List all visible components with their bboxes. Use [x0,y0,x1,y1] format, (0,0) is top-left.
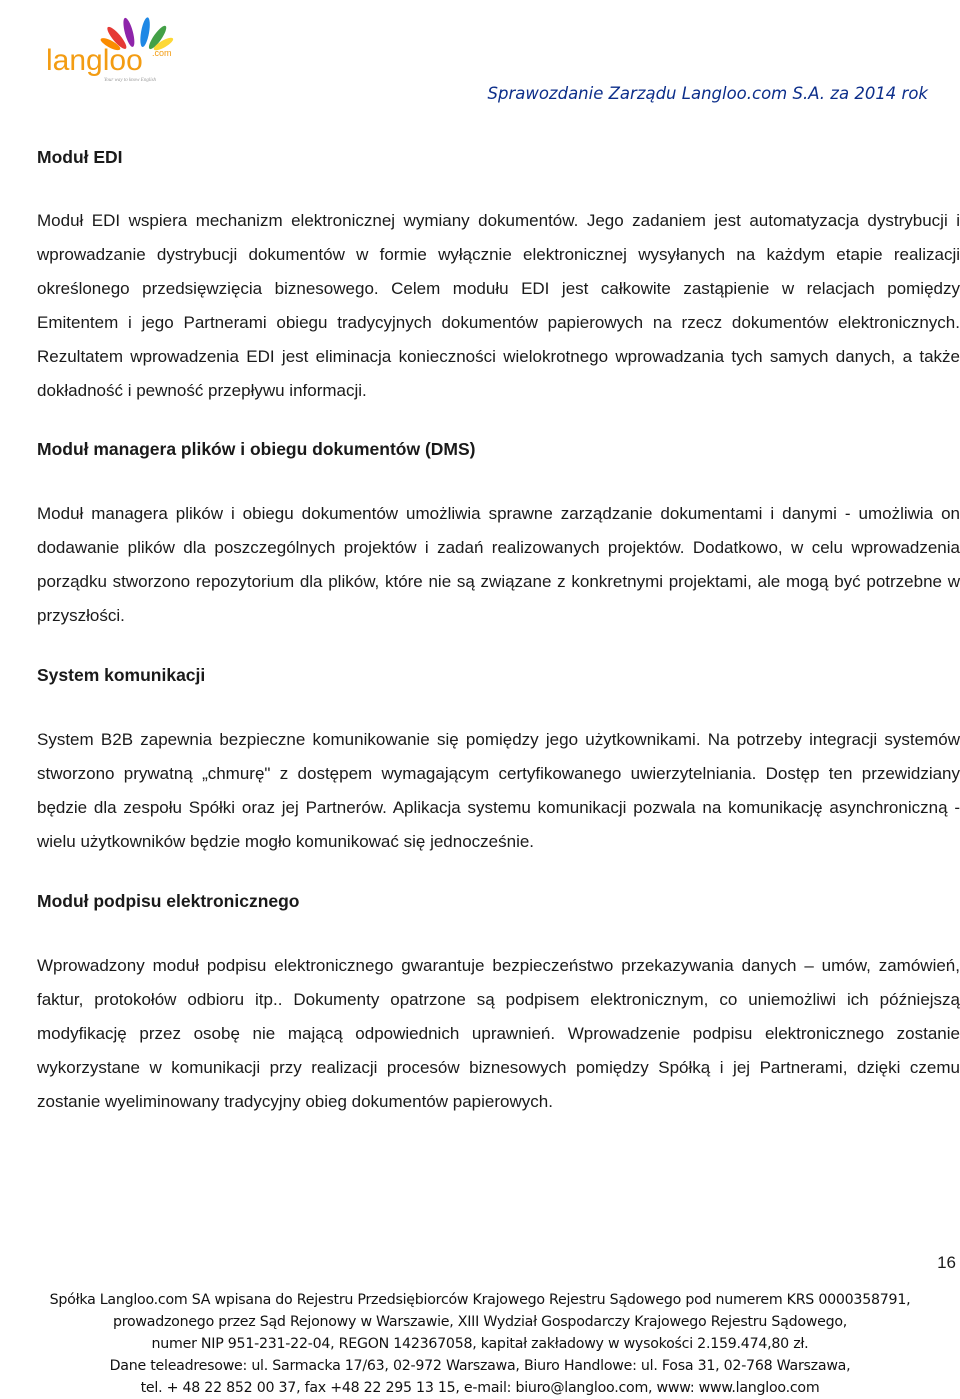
document-header-title: Sprawozdanie Zarządu Langloo.com S.A. za 2014 rok [487,84,928,103]
company-footer [0,1289,960,1399]
page-number: 16 [937,1253,956,1272]
footer-line-5: tel. + 48 22 852 00 37, fax +48 22 295 13 15, e-mail: biuro@langloo.com, www: www.langloo.com [140,1380,820,1396]
document-body [37,145,960,1119]
section-heading-signature: Moduł podpisu elektronicznego [37,891,300,911]
section-body-dms: Moduł managera plików i obiegu dokumentów umożliwia sprawne zarządzanie dokumentami i danymi - umożliwia on dodawanie plików dla poszczególnych projektów i zadań realizowanych projektów. Dodatkowo, w celu wprowadzenia porządku stworzono repozytorium dla plików, które nie są związane z konkretnymi projektami, ale mogą być potrzebne w przyszłości. [37,504,960,625]
footer-line-1: Spółka Langloo.com SA wpisana do Rejestru Przedsiębiorców Krajowego Rejestru Sądowego pod numerem KRS 0000358791, [49,1292,911,1308]
logo-brand: langloo [46,44,143,77]
section-body-edi: Moduł EDI wspiera mechanizm elektronicznej wymiany dokumentów. Jego zadaniem jest automatyzacja dystrybucji i wprowadzanie dystrybucji dokumentów w formie wyłącznie elektronicznej wysyłanych na każdym etapie realizacji określonego przedsięwzięcia biznesowego. Celem modułu EDI jest całkowite zastąpienie w relacjach pomiędzy Emitentem i jego Partnerami obiegu tradycyjnych dokumentów papierowych na rzecz dokumentów elektronicznych. Rezultatem wprowadzenia EDI jest eliminacja konieczności wielokrotnego wprowadzania tych samych danych, a także dokładność i pewność przepływu informacji. [37,211,960,400]
footer-line-4: Dane teleadresowe: ul. Sarmacka 17/63, 02-972 Warszawa, Biuro Handlowe: ul. Fosa 31, 02-768 Warszawa, [109,1358,851,1374]
footer-line-3: numer NIP 951-231-22-04, REGON 142367058, kapitał zakładowy w wysokości 2.159.474,80 zł. [151,1336,809,1352]
section-heading-edi: Moduł EDI [37,147,123,167]
footer-line-2: prowadzonego przez Sąd Rejonowy w Warszawie, XIII Wydział Gospodarczy Krajowego Rejestru Sądowego, [112,1314,848,1330]
section-body-signature: Wprowadzony moduł podpisu elektronicznego gwarantuje bezpieczeństwo przekazywania danych – umów, zamówień, faktur, protokołów odbioru itp.. Dokumenty opatrzone są podpisem elektronicznym, co uniemożliwi ich późniejszą modyfikację przez osobę nie mającą odpowiednich uprawnień. Wprowadzenie podpisu elektronicznego zostanie wykorzystane w komunikacji przy realizacji procesów biznesowych pomiędzy Spółką i jej Partnerami, dzięki czemu zostanie wyeliminowany tradycyjny obieg dokumentów papierowych. [37,956,960,1111]
section-body-communication: System B2B zapewnia bezpieczne komunikowanie się pomiędzy jego użytkownikami. Na potrzeby integracji systemów stworzono prywatną „chmurę" z dostępem wymagającym certyfikowanego uwierzytelniania. Dostęp ten przewidziany będzie dla zespołu Spółki oraz jej Partnerów. Aplikacja systemu komunikacji pozwala na komunikację asynchroniczną - wielu użytkowników będzie mogło komunikować się jednocześnie. [37,730,960,851]
logo-suffix: .com [152,48,172,58]
langloo-logo [44,10,184,86]
logo-tagline: Your way to know English [104,78,157,83]
section-heading-dms: Moduł managera plików i obiegu dokumentów (DMS) [37,439,476,459]
section-heading-communication: System komunikacji [37,665,206,685]
